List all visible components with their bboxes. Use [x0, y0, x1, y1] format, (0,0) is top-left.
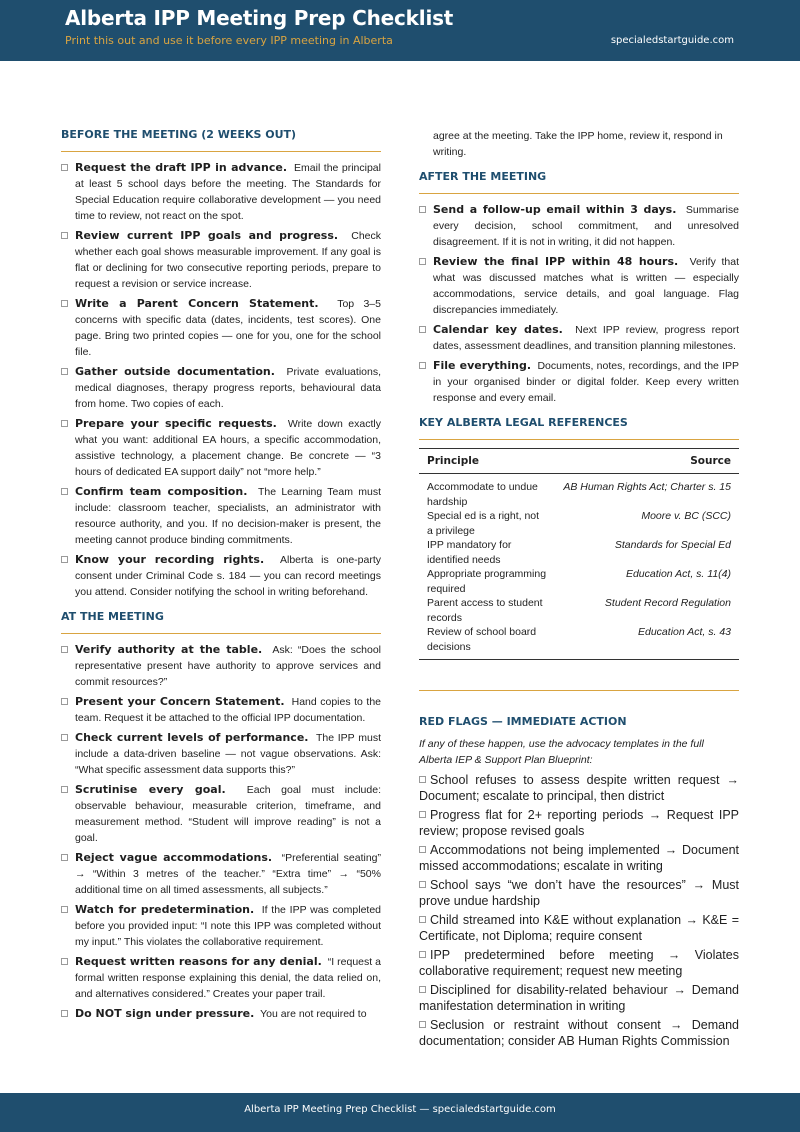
checkbox-icon[interactable] — [419, 206, 426, 213]
checklist-item[interactable] — [61, 228, 381, 292]
red-flag-text: School refuses to assess despite written request → Document; escalate to principal, then district — [419, 773, 739, 803]
checklist-item[interactable] — [61, 850, 381, 898]
checklist-item[interactable] — [419, 254, 739, 318]
item-text: Hand copies to the team. Request it be attached to the official IPP documentation. — [75, 696, 382, 724]
table-row — [419, 538, 739, 567]
source-cell: Student Record Regulation — [604, 597, 731, 609]
checklist-item[interactable] — [419, 358, 739, 406]
red-flag-text: Disciplined for disability-related behaviour → Demand manifestation determination in writing — [419, 983, 739, 1013]
item-text: Summarise every decision, school commitment, and unresolved disagreement. If it is not in writing, it did not happen. — [433, 204, 739, 248]
checkbox-icon[interactable] — [419, 916, 426, 923]
table-row — [419, 596, 739, 625]
source-cell: Standards for Special Ed — [614, 539, 731, 551]
checkbox-icon[interactable] — [419, 881, 426, 888]
page-header — [0, 0, 800, 61]
principle-cell: Accommodate to undue hardship — [427, 481, 538, 508]
principle-cell: Appropriate programming required — [427, 568, 547, 595]
checklist-item[interactable] — [61, 160, 381, 224]
checklist-item[interactable] — [61, 484, 381, 548]
principle-cell: Review of school board decisions — [427, 626, 537, 653]
column-header-source: Source — [555, 449, 739, 474]
item-heading: Reject vague accommodations. — [75, 851, 273, 864]
red-flag-text: Child streamed into K&E without explanation → K&E = Certificate, not Diploma; require consent — [419, 913, 739, 943]
red-flag-text: School says “we don’t have the resources” → Must prove undue hardship — [419, 878, 739, 908]
checklist-item[interactable] — [61, 296, 381, 360]
checkbox-icon[interactable] — [419, 362, 426, 369]
section-divider — [419, 439, 739, 440]
item-heading: Send a follow-up email within 3 days. — [433, 203, 677, 216]
source-cell: Moore v. BC (SCC) — [641, 510, 731, 522]
checkbox-icon[interactable] — [61, 1010, 68, 1017]
page-footer — [0, 1093, 800, 1132]
checklist-item[interactable] — [61, 730, 381, 778]
before-checklist — [61, 160, 381, 600]
red-flag-item[interactable] — [419, 982, 739, 1014]
red-flag-item[interactable] — [419, 912, 739, 944]
flags-intro: If any of these happen, use the advocacy templates in the full Alberta IEP & Support Plan Blueprint: — [419, 738, 704, 766]
red-flag-text: IPP predetermined before meeting → Violates collaborative requirement; request new meeting — [419, 948, 739, 978]
section-title-at: AT THE MEETING — [61, 610, 164, 623]
checkbox-icon[interactable] — [61, 368, 68, 375]
item-heading: Scrutinise every goal. — [75, 783, 226, 796]
checkbox-icon[interactable] — [419, 846, 426, 853]
checkbox-icon[interactable] — [61, 420, 68, 427]
section-title-before: BEFORE THE MEETING (2 WEEKS OUT) — [61, 128, 297, 141]
checkbox-icon[interactable] — [61, 854, 68, 861]
red-flag-text: Accommodations not being implemented → Document missed accommodations; escalate in writing — [419, 843, 739, 873]
red-flags-list — [419, 772, 739, 1049]
checklist-item[interactable] — [61, 552, 381, 600]
red-flag-item[interactable] — [419, 807, 739, 839]
red-flag-item[interactable] — [419, 842, 739, 874]
table-row — [419, 625, 739, 660]
source-cell: Education Act, s. 11(4) — [625, 568, 731, 580]
item-text: “Preferential seating” → “Within 3 metres of the teacher.” “Extra time” → “50% additional time on all timed assessments, all subjects.” — [75, 852, 381, 896]
site-url: specialedstartguide.com — [610, 35, 734, 46]
item-text: Verify that what was discussed matches what is written — especially accommodations, service details, and goal language. Flag discrepancies immediately. — [433, 256, 740, 316]
section-divider — [419, 193, 739, 194]
red-flag-item[interactable] — [419, 947, 739, 979]
left-column — [61, 128, 381, 1026]
table-row — [419, 474, 739, 510]
principle-cell: IPP mandatory for identified needs — [427, 539, 512, 566]
footer-text: Alberta IPP Meeting Prep Checklist — specialedstartguide.com — [244, 1104, 556, 1115]
checkbox-icon[interactable] — [61, 698, 68, 705]
red-flag-text: Seclusion or restraint without consent → Demand documentation; consider AB Human Rights Commission — [419, 1018, 739, 1048]
item-heading: Review current IPP goals and progress. — [75, 229, 339, 242]
item-text: The Learning Team must include: classroom teacher, specialists, an administrator with resource authority, and you. If no decision-maker is present, the meeting cannot produce binding commitments. — [75, 486, 381, 546]
section-divider — [61, 151, 381, 152]
item-heading: Verify authority at the table. — [75, 643, 263, 656]
section-title-legal: KEY ALBERTA LEGAL REFERENCES — [419, 416, 628, 429]
item-text: Write down exactly what you want: additional EA hours, a specific accommodation, assistive technology, a placement change. Be concrete — “3 hours of dedicated EA support daily” not “more help.” — [75, 418, 381, 478]
checkbox-icon[interactable] — [419, 326, 426, 333]
checklist-item[interactable] — [61, 694, 381, 726]
item-heading: File everything. — [433, 359, 532, 372]
checkbox-icon[interactable] — [61, 488, 68, 495]
checkbox-icon[interactable] — [61, 786, 68, 793]
checkbox-icon[interactable] — [61, 734, 68, 741]
item-text: The IPP must include a data-driven baseline — not vague observations. Ask: “What specific assessment data supports this?” — [75, 732, 381, 776]
red-flag-item[interactable] — [419, 772, 739, 804]
item-text: Email the principal at least 5 school days before the meeting. The Standards for Special Education require collaborative development — you need time to review, not react on the spot. — [75, 162, 381, 222]
table-row — [419, 509, 739, 538]
item-heading: Check current levels of performance. — [75, 731, 309, 744]
item-heading: Present your Concern Statement. — [75, 695, 285, 708]
red-flag-item[interactable] — [419, 1017, 739, 1049]
source-cell: AB Human Rights Act; Charter s. 15 — [563, 481, 731, 493]
checkbox-icon[interactable] — [61, 958, 68, 965]
item-text: Next IPP review, progress report dates, assessment deadlines, and transition planning milestones. — [433, 324, 739, 352]
checklist-item[interactable] — [61, 902, 381, 950]
item-text: Ask: “Does the school representative present have authority to approve services and commit resources?” — [75, 644, 382, 688]
item-text: You are not required to — [260, 1008, 367, 1020]
section-divider — [419, 690, 739, 691]
right-column — [419, 128, 739, 1052]
checkbox-icon[interactable] — [61, 164, 68, 171]
item-heading: Do NOT sign under pressure. — [75, 1007, 255, 1020]
checkbox-icon[interactable] — [419, 258, 426, 265]
item-text: Check whether each goal shows measurable improvement. If any goal is flat or declining for two consecutive reporting periods, prepare to request a revision or service increase. — [75, 230, 381, 290]
checkbox-icon[interactable] — [419, 776, 426, 783]
item-heading: Request the draft IPP in advance. — [75, 161, 287, 174]
table-row — [419, 567, 739, 596]
checkbox-icon[interactable] — [61, 906, 68, 913]
legal-references-table — [419, 448, 739, 660]
item-heading: Prepare your specific requests. — [75, 417, 277, 430]
section-title-flags: RED FLAGS — IMMEDIATE ACTION — [419, 715, 627, 728]
checkbox-icon[interactable] — [419, 951, 426, 958]
checklist-item[interactable] — [61, 642, 381, 690]
section-title-after: AFTER THE MEETING — [419, 170, 547, 183]
item-heading: Know your recording rights. — [75, 553, 265, 566]
checklist-item[interactable] — [61, 1006, 381, 1022]
checklist-item[interactable] — [61, 416, 381, 480]
checkbox-icon[interactable] — [61, 556, 68, 563]
page-subtitle: Print this out and use it before every IPP meeting in Alberta — [65, 34, 393, 47]
checkbox-icon[interactable] — [61, 646, 68, 653]
checkbox-icon[interactable] — [61, 232, 68, 239]
checklist-item[interactable] — [61, 364, 381, 412]
item-text: Top 3–5 concerns with specific data (dates, incidents, test scores). One page. Bring two printed copies — one for you, one for the school file. — [75, 298, 381, 358]
checklist-item[interactable] — [419, 202, 739, 250]
item-heading: Request written reasons for any denial. — [75, 955, 322, 968]
item-heading: Write a Parent Concern Statement. — [75, 297, 319, 310]
item-heading: Gather outside documentation. — [75, 365, 275, 378]
after-checklist — [419, 202, 739, 406]
item-heading: Confirm team composition. — [75, 485, 248, 498]
item-text: Private evaluations, medical diagnoses, therapy progress reports, behavioural data from home. Two copies of each. — [75, 366, 381, 410]
column-header-principle: Principle — [419, 449, 555, 474]
item-text: Documents, notes, recordings, and the IPP in your organised binder or digital folder. Keep every written response and every email. — [433, 360, 739, 404]
item-text: If the IPP was completed before you provided input: “I note this IPP was completed without my input.” This violates the collaborative requirement. — [75, 904, 382, 948]
item-heading: Calendar key dates. — [433, 323, 563, 336]
checkbox-icon[interactable] — [61, 300, 68, 307]
principle-cell: Parent access to student records — [427, 597, 543, 624]
checkbox-icon[interactable] — [419, 986, 426, 993]
page-title: Alberta IPP Meeting Prep Checklist — [65, 6, 454, 30]
source-cell: Education Act, s. 43 — [638, 626, 731, 638]
item-text: Each goal must include: observable behaviour, measurable criterion, timeframe, and measurement method. “Student will improve reading” is not a goal. — [75, 784, 381, 844]
at-checklist — [61, 642, 381, 1022]
checkbox-icon[interactable] — [419, 1021, 426, 1028]
item-heading: Watch for predetermination. — [75, 903, 255, 916]
item-text: “I request a formal written response explaining this denial, the data relied on, and alternatives considered.” Creates your paper trail. — [75, 956, 381, 1000]
principle-cell: Special ed is a right, not a privilege — [427, 510, 540, 537]
checklist-item[interactable] — [419, 322, 739, 354]
red-flag-item[interactable] — [419, 877, 739, 909]
section-divider — [61, 633, 381, 634]
checklist-continuation: agree at the meeting. Take the IPP home, review it, respond in writing. — [433, 130, 723, 158]
item-text: Alberta is one-party consent under Criminal Code s. 184 — you can record meetings you attend. Consider notifying the school in writing beforehand. — [75, 554, 382, 598]
checkbox-icon[interactable] — [419, 811, 426, 818]
checklist-item[interactable] — [61, 782, 381, 846]
item-heading: Review the final IPP within 48 hours. — [433, 255, 679, 268]
checklist-item[interactable] — [61, 954, 381, 1002]
red-flag-text: Progress flat for 2+ reporting periods → Request IPP review; propose revised goals — [419, 808, 739, 838]
